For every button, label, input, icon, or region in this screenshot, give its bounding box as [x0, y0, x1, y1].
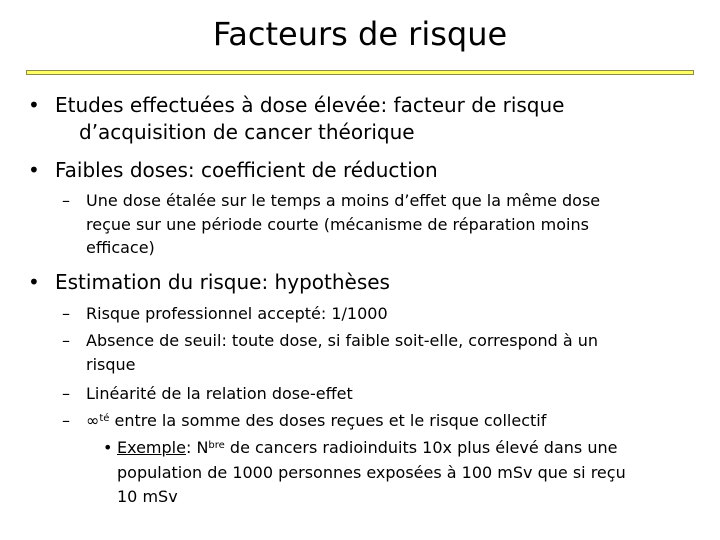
superscript-bre: bre	[208, 440, 225, 451]
sub-absence-seuil-line-2: risque	[86, 355, 136, 374]
example-line-1	[117, 437, 617, 459]
bullet-marker: •	[28, 93, 40, 117]
sub-proportionnalite	[86, 410, 546, 432]
example-line-3: 10 mSv	[117, 487, 178, 506]
dash-marker: –	[62, 191, 70, 210]
bullet-marker: •	[28, 270, 40, 294]
dash-marker: –	[62, 331, 70, 350]
sub-risque-professionnel: Risque professionnel accepté: 1/1000	[86, 304, 388, 323]
bullet-etudes-line-2: d’acquisition de cancer théorique	[79, 120, 415, 144]
bullet-estimation-risque: Estimation du risque: hypothèses	[55, 270, 390, 294]
infinity-symbol: ∞	[86, 411, 100, 430]
bullet-marker: •	[103, 438, 113, 457]
dash-marker: –	[62, 384, 70, 403]
sub-linearite: Linéarité de la relation dose-effet	[86, 384, 353, 403]
title-underline-bar	[26, 70, 694, 75]
sub-dose-etalee-line-3: efficace)	[86, 238, 155, 257]
proportionnalite-text: entre la somme des doses reçues et le risque collectif	[109, 411, 547, 430]
superscript-te: té	[99, 413, 110, 424]
sub-dose-etalee-line-1: Une dose étalée sur le temps a moins d’effet que la même dose	[86, 191, 601, 210]
sub-dose-etalee-line-2: reçue sur une période courte (mécanisme de réparation moins	[86, 215, 589, 234]
example-label: Exemple	[117, 438, 186, 457]
bullet-faibles-doses: Faibles doses: coefficient de réduction	[55, 158, 438, 182]
example-colon: : N	[185, 438, 209, 457]
example-line-2: population de 1000 personnes exposées à 100 mSv que si reçu	[117, 463, 626, 482]
bullet-etudes-line-1: Etudes effectuées à dose élevée: facteur de risque	[55, 93, 565, 117]
dash-marker: –	[62, 304, 70, 323]
example-line-1-rest: de cancers radioinduits 10x plus élevé dans une	[224, 438, 618, 457]
sub-absence-seuil-line-1: Absence de seuil: toute dose, si faible soit-elle, correspond à un	[86, 331, 599, 350]
page-title: Facteurs de risque	[212, 15, 508, 53]
bullet-marker: •	[28, 158, 40, 182]
dash-marker: –	[62, 411, 70, 430]
